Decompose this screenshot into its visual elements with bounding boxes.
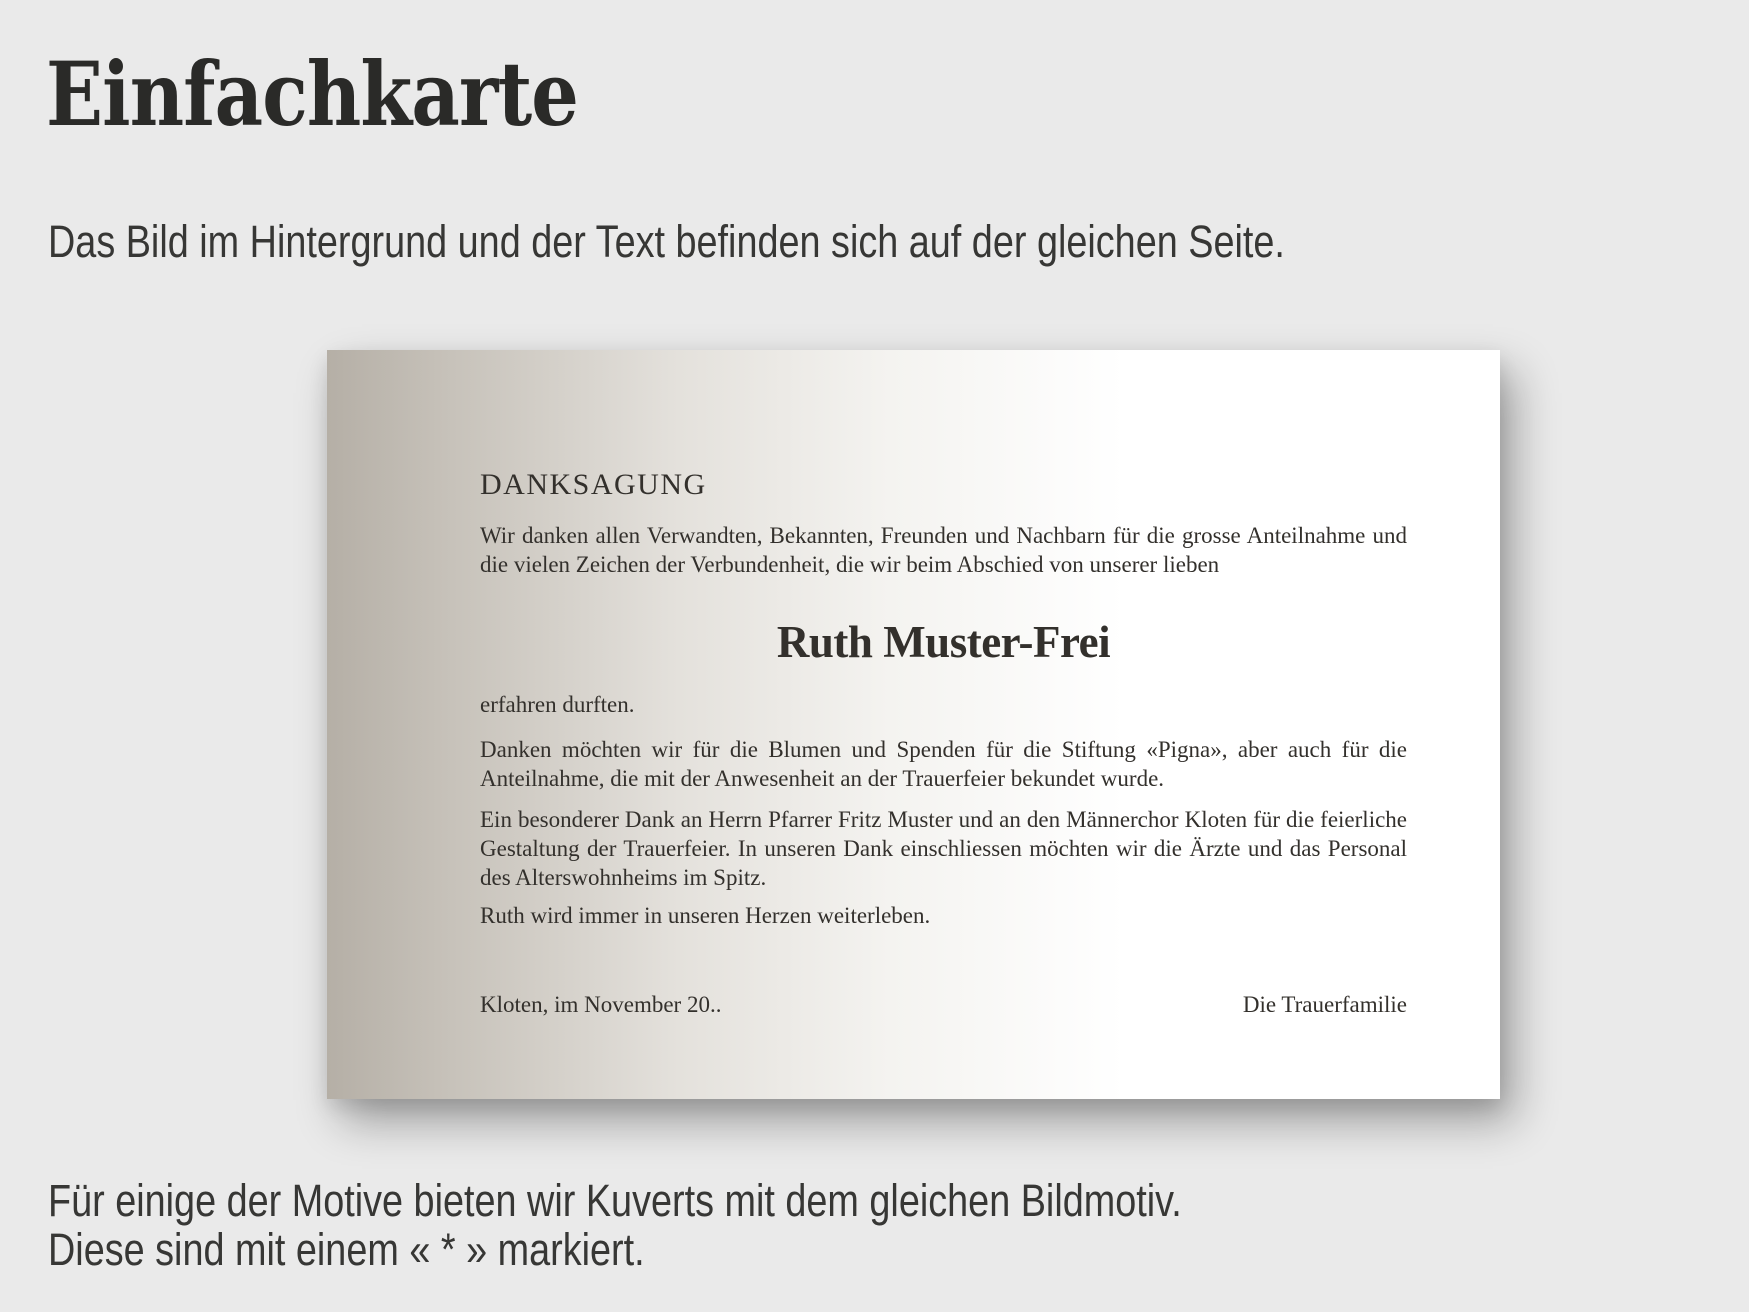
- page-subtitle: Das Bild im Hintergrund und der Text befinden sich auf der gleichen Seite.: [48, 216, 1285, 267]
- card-place-date: Kloten, im November 20..: [480, 992, 722, 1017]
- card-paragraph-after-name: erfahren durften.: [480, 692, 635, 717]
- footer-note: [48, 1176, 1182, 1274]
- card-content: [480, 350, 1407, 1099]
- card-paragraph-intro: Wir danken allen Verwandten, Bekannten, Freunden und Nachbarn für die grosse Anteilnahme und die vielen Zeichen der Verbundenheit, die wir beim Abschied von unserer lieben: [480, 523, 1407, 577]
- memorial-name: Ruth Muster-Frei: [776, 617, 1111, 667]
- card-footer: [480, 990, 1407, 1019]
- footer-note-line1: Für einige der Motive bieten wir Kuverts mit dem gleichen Bildmotiv.: [48, 1175, 1182, 1226]
- card-paragraph-donations: Danken möchten wir für die Blumen und Spenden für die Stiftung «Pigna», aber auch für die Anteilnahme, die mit der Anwesenheit an der Trauerfeier bekundet wurde.: [480, 737, 1407, 791]
- card-paragraph-thanks: Ein besonderer Dank an Herrn Pfarrer Fritz Muster und an den Männerchor Kloten für die feierliche Gestaltung der Trauerfeier. In unseren Dank einschliessen möchten wir die Ärzte und das Personal des Alterswohnheims im Spitz.: [480, 807, 1407, 890]
- footer-note-line2: Diese sind mit einem « * » markiert.: [48, 1224, 645, 1275]
- card-signature: Die Trauerfamilie: [1242, 992, 1407, 1017]
- card-paragraph-closing: Ruth wird immer in unseren Herzen weiterleben.: [480, 903, 931, 928]
- card-heading: DANKSAGUNG: [480, 468, 707, 501]
- card-preview: [327, 350, 1500, 1099]
- page-title: Einfachkarte: [46, 42, 579, 146]
